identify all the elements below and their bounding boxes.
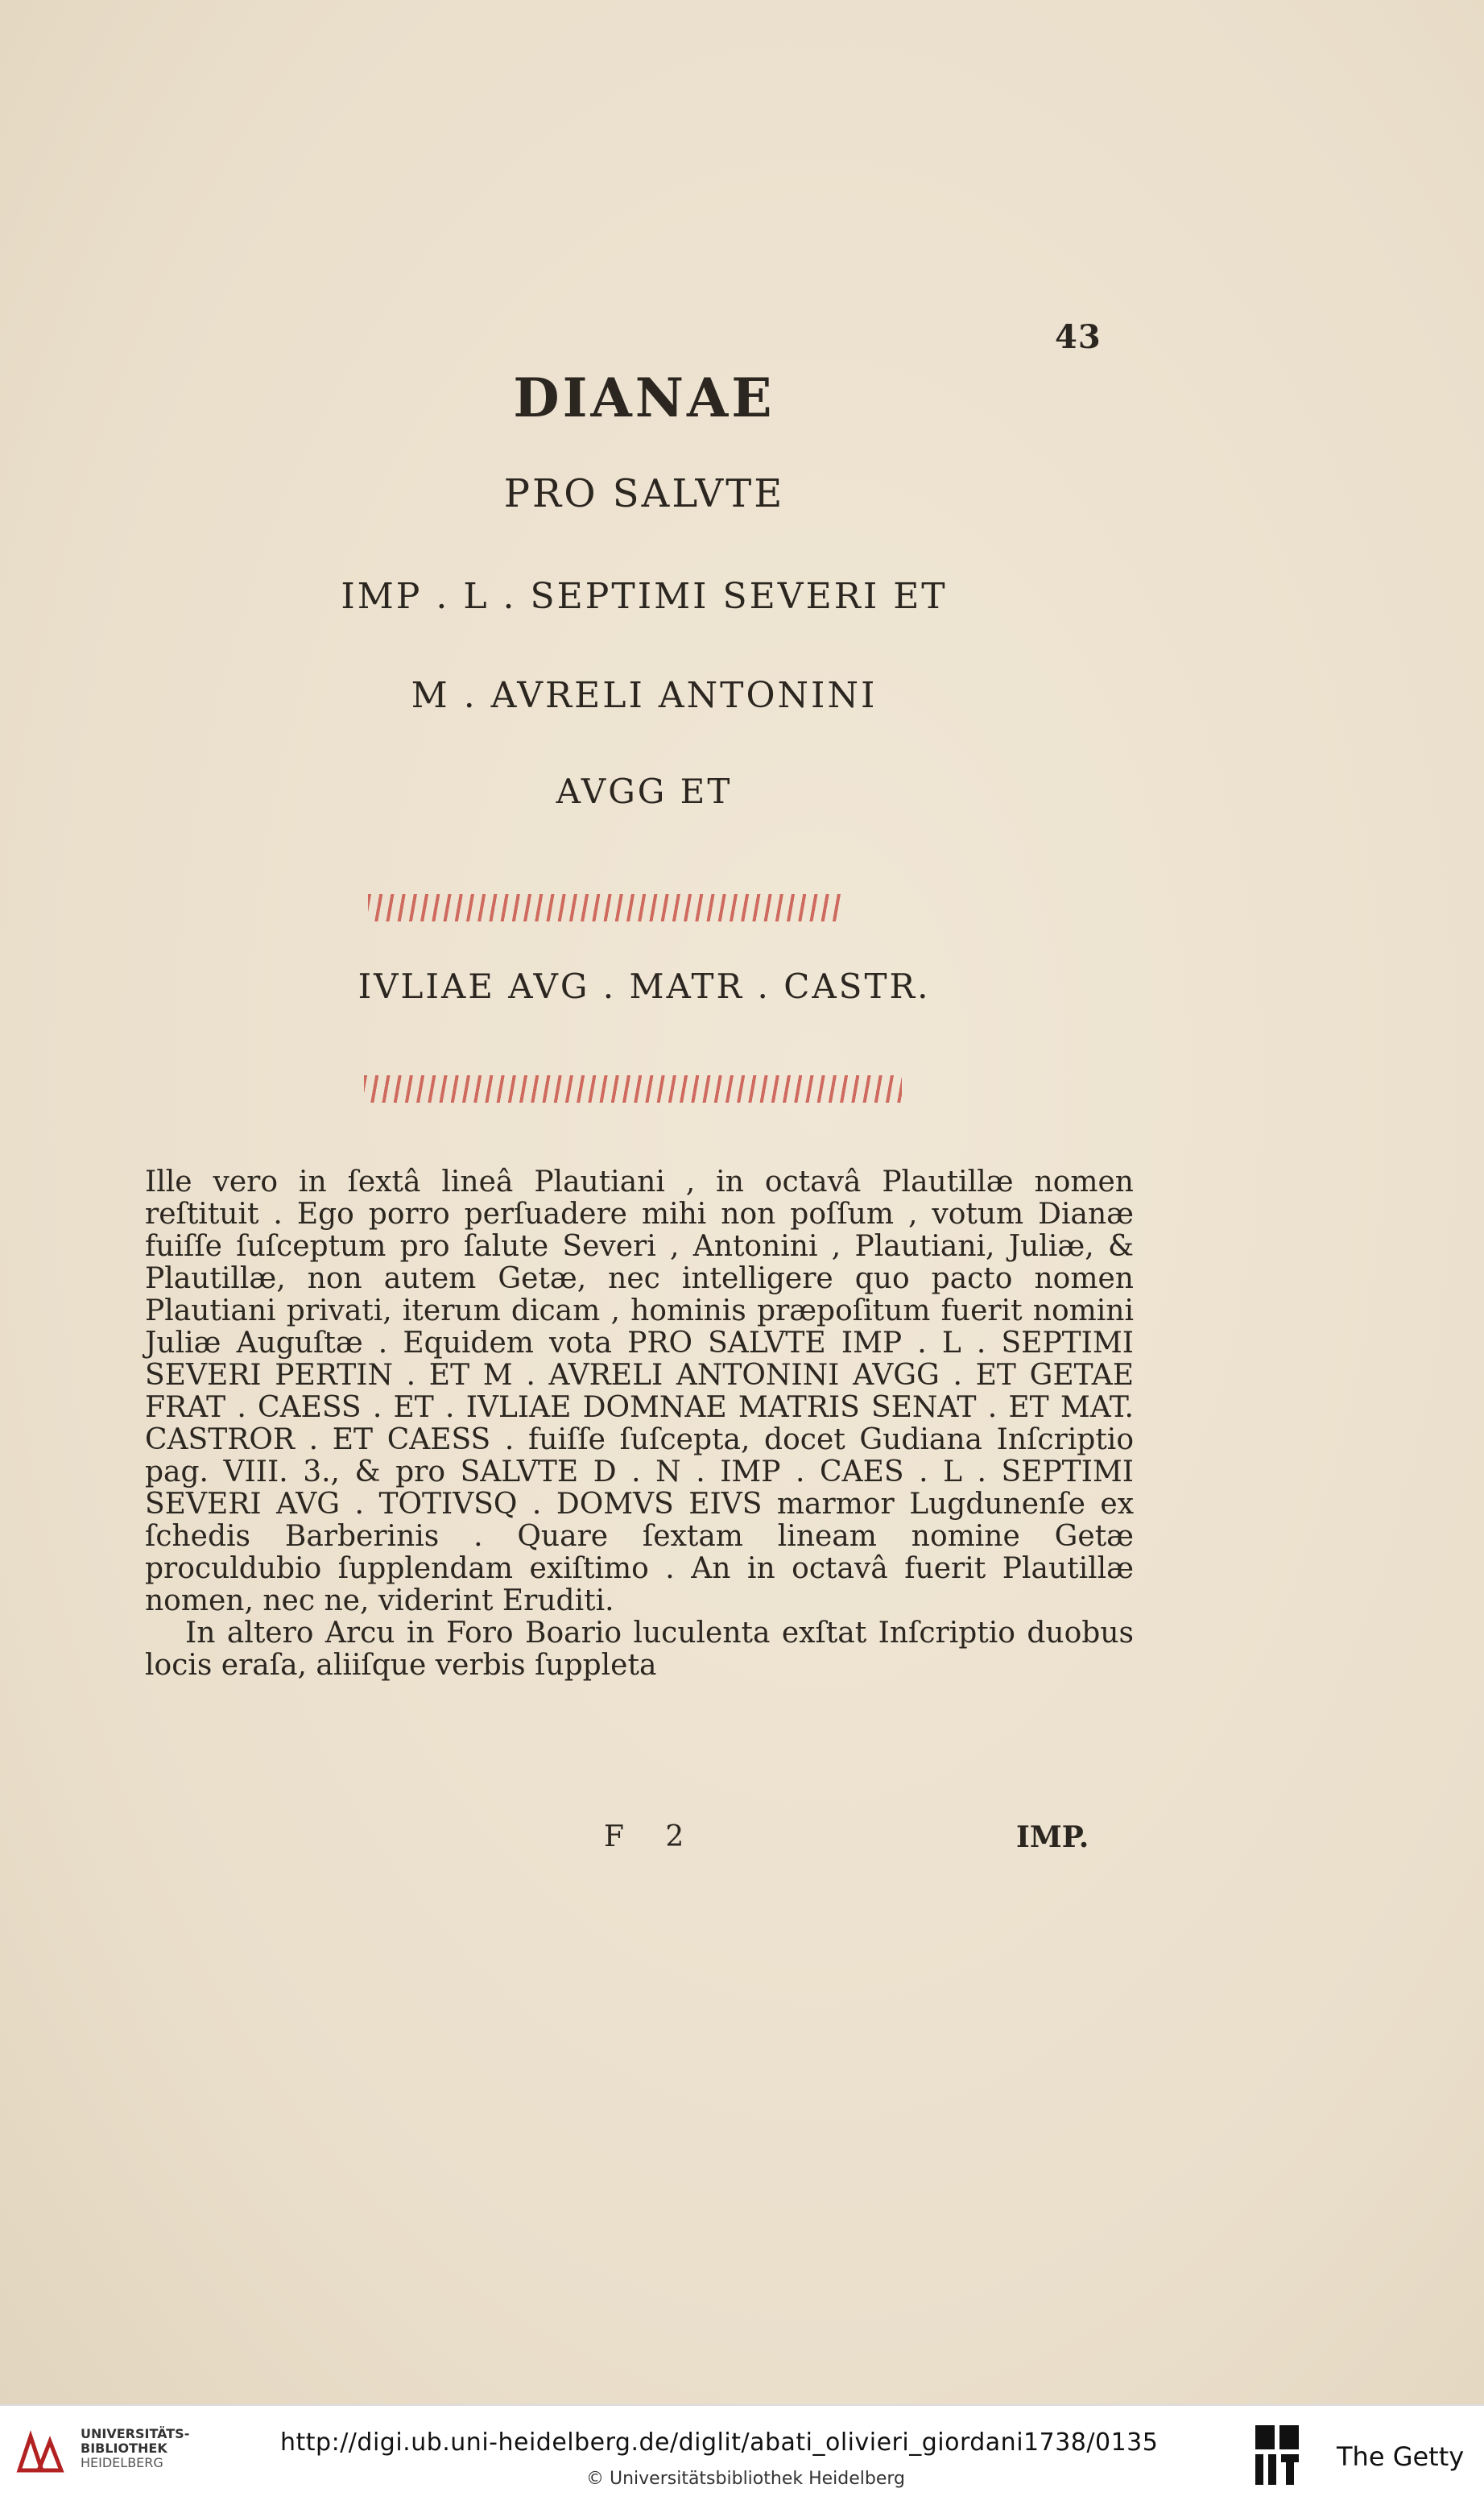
erased-line-mark xyxy=(368,894,843,921)
inscription-line-6: IVLIAE AVG . MATR . CASTR. xyxy=(358,967,931,1006)
erased-line-mark xyxy=(364,1075,902,1103)
inscription-line-5: AVGG ET xyxy=(556,772,733,811)
catchword: IMP. xyxy=(1016,1820,1089,1854)
inscription-line-2: PRO SALVTE xyxy=(503,471,785,516)
paragraph: In altero Arcu in Foro Boario luculenta exſtat Inſcriptio duobus locis eraſa, aliiſque verbis ſuppleta xyxy=(145,1617,1134,1682)
viewer-footer xyxy=(0,2404,1484,2509)
inscription-line-3: IMP . L . SEPTIMI SEVERI ET xyxy=(341,576,948,617)
university-library-logo-icon xyxy=(14,2428,68,2477)
getty-logo-icon xyxy=(1252,2422,1302,2488)
page-number: 43 xyxy=(1055,318,1102,356)
inscription-title: DIANAE xyxy=(513,366,775,429)
paragraph: Ille vero in ſextâ lineâ Plautiani , in octavâ Plautillæ nomen reſtituit . Ego porro perſuadere mihi non poſſum , votum Dianæ fuiſſe ſuſceptum pro ſalute Severi , Antonini , Plautiani, Juliæ, & Plautillæ, non autem Getæ, nec intelligere quo pacto nomen Plautiani privati, iterum dicam , hominis præpoſitum fuerit nomini Juliæ Auguſtæ . Equidem vota PRO SALVTE IMP . L . SEPTIMI SEVERI PERTIN . ET M . AVRELI ANTONINI AVGG . ET GETAE FRAT . CAESS . ET . IVLIAE DOMNAE MATRIS SENAT . ET MAT. CASTROR . ET CAESS . fuiſſe ſuſcepta, docet Gudiana Inſcriptio pag. VIII. 3., & pro SALVTE D . N . IMP . CAES . L . SEPTIMI SEVERI AVG . TOTIVSQ . DOMVS EIVS marmor Lugdunenſe ex ſchedis Barberinis . Quare ſextam lineam nomine Getæ proculdubio ſupplendam exiſtimo . An in octavâ fuerit Plautillæ nomen, nec ne, viderint Eruditi. xyxy=(145,1165,1134,1617)
getty-name: The Getty xyxy=(1337,2441,1465,2472)
signature-mark: F 2 xyxy=(604,1820,701,1853)
copyright-notice: © Universitätsbibliothek Heidelberg xyxy=(586,2469,906,2489)
inscription-line-4: M . AVRELI ANTONINI xyxy=(411,675,878,716)
body-text xyxy=(145,1166,1134,1682)
library-name: UNIVERSITÄTS- BIBLIOTHEK HEIDELBERG xyxy=(81,2426,190,2470)
permalink-url[interactable]: http://digi.ub.uni-heidelberg.de/diglit/abati_olivieri_giordani1738/0135 xyxy=(280,2428,1159,2457)
